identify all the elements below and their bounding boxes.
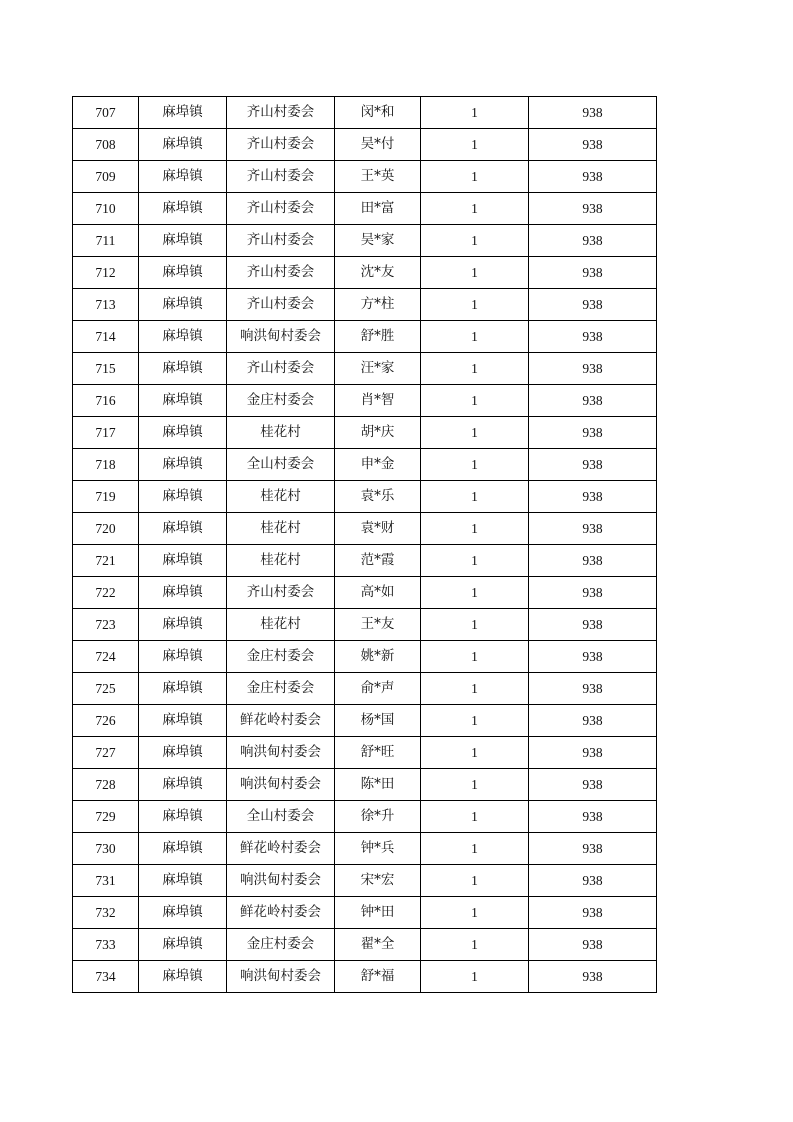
town-cell: 麻埠镇	[139, 449, 227, 481]
table-row	[73, 961, 657, 993]
village-cell: 响洪甸村委会	[227, 865, 335, 897]
row-number-cell: 710	[73, 193, 139, 225]
village-cell: 全山村委会	[227, 801, 335, 833]
amount-cell: 938	[529, 161, 657, 193]
amount-cell: 938	[529, 321, 657, 353]
person-name-cell: 俞*声	[335, 673, 421, 705]
amount-cell: 938	[529, 705, 657, 737]
town-cell: 麻埠镇	[139, 193, 227, 225]
town-cell: 麻埠镇	[139, 769, 227, 801]
person-name-cell: 申*金	[335, 449, 421, 481]
table-row	[73, 225, 657, 257]
amount-cell: 938	[529, 897, 657, 929]
village-cell: 齐山村委会	[227, 161, 335, 193]
village-cell: 齐山村委会	[227, 257, 335, 289]
village-cell: 鲜花岭村委会	[227, 705, 335, 737]
count-cell: 1	[421, 257, 529, 289]
village-cell: 桂花村	[227, 417, 335, 449]
person-name-cell: 袁*财	[335, 513, 421, 545]
count-cell: 1	[421, 705, 529, 737]
count-cell: 1	[421, 513, 529, 545]
row-number-cell: 729	[73, 801, 139, 833]
table-row	[73, 97, 657, 129]
row-number-cell: 718	[73, 449, 139, 481]
village-cell: 全山村委会	[227, 449, 335, 481]
count-cell: 1	[421, 129, 529, 161]
row-number-cell: 717	[73, 417, 139, 449]
amount-cell: 938	[529, 833, 657, 865]
person-name-cell: 方*柱	[335, 289, 421, 321]
town-cell: 麻埠镇	[139, 353, 227, 385]
count-cell: 1	[421, 449, 529, 481]
town-cell: 麻埠镇	[139, 545, 227, 577]
row-number-cell: 725	[73, 673, 139, 705]
village-cell: 响洪甸村委会	[227, 769, 335, 801]
table-row	[73, 545, 657, 577]
person-name-cell: 舒*旺	[335, 737, 421, 769]
person-name-cell: 吴*家	[335, 225, 421, 257]
amount-cell: 938	[529, 257, 657, 289]
count-cell: 1	[421, 353, 529, 385]
row-number-cell: 715	[73, 353, 139, 385]
amount-cell: 938	[529, 577, 657, 609]
village-cell: 桂花村	[227, 481, 335, 513]
count-cell: 1	[421, 609, 529, 641]
person-name-cell: 吴*付	[335, 129, 421, 161]
amount-cell: 938	[529, 353, 657, 385]
row-number-cell: 711	[73, 225, 139, 257]
town-cell: 麻埠镇	[139, 801, 227, 833]
table-row	[73, 737, 657, 769]
count-cell: 1	[421, 769, 529, 801]
amount-cell: 938	[529, 801, 657, 833]
town-cell: 麻埠镇	[139, 417, 227, 449]
row-number-cell: 708	[73, 129, 139, 161]
subsidy-roster-table	[72, 96, 657, 993]
row-number-cell: 728	[73, 769, 139, 801]
table-row	[73, 417, 657, 449]
table-row	[73, 161, 657, 193]
table-row	[73, 673, 657, 705]
count-cell: 1	[421, 641, 529, 673]
amount-cell: 938	[529, 417, 657, 449]
table-row	[73, 257, 657, 289]
town-cell: 麻埠镇	[139, 641, 227, 673]
town-cell: 麻埠镇	[139, 385, 227, 417]
amount-cell: 938	[529, 97, 657, 129]
village-cell: 金庄村委会	[227, 641, 335, 673]
village-cell: 桂花村	[227, 545, 335, 577]
person-name-cell: 杨*国	[335, 705, 421, 737]
count-cell: 1	[421, 161, 529, 193]
amount-cell: 938	[529, 193, 657, 225]
count-cell: 1	[421, 289, 529, 321]
town-cell: 麻埠镇	[139, 577, 227, 609]
row-number-cell: 731	[73, 865, 139, 897]
row-number-cell: 727	[73, 737, 139, 769]
amount-cell: 938	[529, 865, 657, 897]
amount-cell: 938	[529, 769, 657, 801]
count-cell: 1	[421, 545, 529, 577]
table-row	[73, 705, 657, 737]
town-cell: 麻埠镇	[139, 289, 227, 321]
table-row	[73, 385, 657, 417]
person-name-cell: 舒*福	[335, 961, 421, 993]
table-row	[73, 321, 657, 353]
table-row	[73, 833, 657, 865]
town-cell: 麻埠镇	[139, 705, 227, 737]
town-cell: 麻埠镇	[139, 129, 227, 161]
table-row	[73, 513, 657, 545]
amount-cell: 938	[529, 545, 657, 577]
table-row	[73, 193, 657, 225]
village-cell: 桂花村	[227, 513, 335, 545]
amount-cell: 938	[529, 929, 657, 961]
count-cell: 1	[421, 385, 529, 417]
village-cell: 金庄村委会	[227, 385, 335, 417]
table-row	[73, 353, 657, 385]
count-cell: 1	[421, 897, 529, 929]
amount-cell: 938	[529, 737, 657, 769]
row-number-cell: 732	[73, 897, 139, 929]
town-cell: 麻埠镇	[139, 833, 227, 865]
amount-cell: 938	[529, 129, 657, 161]
row-number-cell: 723	[73, 609, 139, 641]
row-number-cell: 709	[73, 161, 139, 193]
row-number-cell: 713	[73, 289, 139, 321]
table-row	[73, 609, 657, 641]
person-name-cell: 舒*胜	[335, 321, 421, 353]
amount-cell: 938	[529, 673, 657, 705]
count-cell: 1	[421, 417, 529, 449]
person-name-cell: 袁*乐	[335, 481, 421, 513]
table-row	[73, 449, 657, 481]
count-cell: 1	[421, 737, 529, 769]
person-name-cell: 王*英	[335, 161, 421, 193]
count-cell: 1	[421, 929, 529, 961]
row-number-cell: 722	[73, 577, 139, 609]
count-cell: 1	[421, 833, 529, 865]
row-number-cell: 724	[73, 641, 139, 673]
amount-cell: 938	[529, 225, 657, 257]
count-cell: 1	[421, 673, 529, 705]
table-row	[73, 289, 657, 321]
town-cell: 麻埠镇	[139, 929, 227, 961]
row-number-cell: 726	[73, 705, 139, 737]
amount-cell: 938	[529, 449, 657, 481]
town-cell: 麻埠镇	[139, 737, 227, 769]
town-cell: 麻埠镇	[139, 673, 227, 705]
count-cell: 1	[421, 801, 529, 833]
count-cell: 1	[421, 321, 529, 353]
person-name-cell: 翟*全	[335, 929, 421, 961]
town-cell: 麻埠镇	[139, 961, 227, 993]
amount-cell: 938	[529, 513, 657, 545]
village-cell: 响洪甸村委会	[227, 321, 335, 353]
person-name-cell: 王*友	[335, 609, 421, 641]
village-cell: 齐山村委会	[227, 577, 335, 609]
village-cell: 响洪甸村委会	[227, 961, 335, 993]
table-row	[73, 929, 657, 961]
village-cell: 齐山村委会	[227, 353, 335, 385]
table-row	[73, 769, 657, 801]
person-name-cell: 沈*友	[335, 257, 421, 289]
count-cell: 1	[421, 225, 529, 257]
person-name-cell: 高*如	[335, 577, 421, 609]
row-number-cell: 716	[73, 385, 139, 417]
row-number-cell: 712	[73, 257, 139, 289]
table-row	[73, 129, 657, 161]
village-cell: 响洪甸村委会	[227, 737, 335, 769]
village-cell: 桂花村	[227, 609, 335, 641]
town-cell: 麻埠镇	[139, 513, 227, 545]
village-cell: 金庄村委会	[227, 673, 335, 705]
amount-cell: 938	[529, 961, 657, 993]
count-cell: 1	[421, 961, 529, 993]
town-cell: 麻埠镇	[139, 161, 227, 193]
person-name-cell: 徐*升	[335, 801, 421, 833]
count-cell: 1	[421, 865, 529, 897]
count-cell: 1	[421, 193, 529, 225]
amount-cell: 938	[529, 385, 657, 417]
table-row	[73, 577, 657, 609]
town-cell: 麻埠镇	[139, 97, 227, 129]
row-number-cell: 733	[73, 929, 139, 961]
person-name-cell: 姚*新	[335, 641, 421, 673]
town-cell: 麻埠镇	[139, 321, 227, 353]
row-number-cell: 730	[73, 833, 139, 865]
row-number-cell: 714	[73, 321, 139, 353]
table-row	[73, 641, 657, 673]
amount-cell: 938	[529, 481, 657, 513]
count-cell: 1	[421, 577, 529, 609]
person-name-cell: 闵*和	[335, 97, 421, 129]
count-cell: 1	[421, 481, 529, 513]
village-cell: 齐山村委会	[227, 193, 335, 225]
village-cell: 齐山村委会	[227, 289, 335, 321]
village-cell: 齐山村委会	[227, 97, 335, 129]
person-name-cell: 汪*家	[335, 353, 421, 385]
table-row	[73, 897, 657, 929]
town-cell: 麻埠镇	[139, 609, 227, 641]
town-cell: 麻埠镇	[139, 225, 227, 257]
person-name-cell: 钟*田	[335, 897, 421, 929]
village-cell: 齐山村委会	[227, 225, 335, 257]
person-name-cell: 肖*智	[335, 385, 421, 417]
count-cell: 1	[421, 97, 529, 129]
row-number-cell: 734	[73, 961, 139, 993]
person-name-cell: 钟*兵	[335, 833, 421, 865]
table-row	[73, 481, 657, 513]
table-row	[73, 865, 657, 897]
amount-cell: 938	[529, 289, 657, 321]
table-row	[73, 801, 657, 833]
person-name-cell: 胡*庆	[335, 417, 421, 449]
town-cell: 麻埠镇	[139, 481, 227, 513]
person-name-cell: 陈*田	[335, 769, 421, 801]
town-cell: 麻埠镇	[139, 865, 227, 897]
amount-cell: 938	[529, 609, 657, 641]
table-body	[73, 97, 657, 993]
person-name-cell: 宋*宏	[335, 865, 421, 897]
person-name-cell: 范*霞	[335, 545, 421, 577]
row-number-cell: 721	[73, 545, 139, 577]
village-cell: 鲜花岭村委会	[227, 897, 335, 929]
amount-cell: 938	[529, 641, 657, 673]
row-number-cell: 719	[73, 481, 139, 513]
village-cell: 鲜花岭村委会	[227, 833, 335, 865]
town-cell: 麻埠镇	[139, 257, 227, 289]
row-number-cell: 720	[73, 513, 139, 545]
village-cell: 齐山村委会	[227, 129, 335, 161]
town-cell: 麻埠镇	[139, 897, 227, 929]
row-number-cell: 707	[73, 97, 139, 129]
person-name-cell: 田*富	[335, 193, 421, 225]
village-cell: 金庄村委会	[227, 929, 335, 961]
